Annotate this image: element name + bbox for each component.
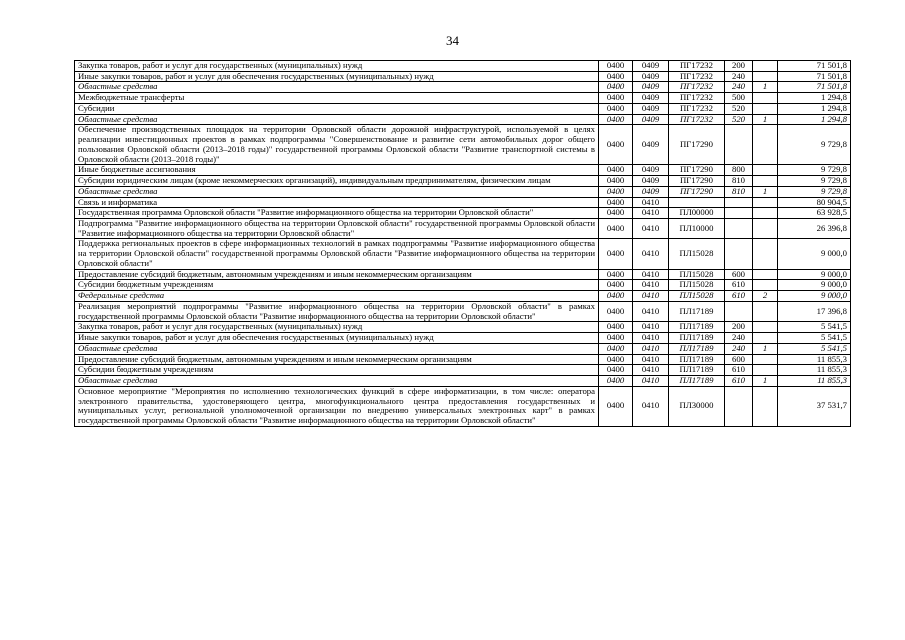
funding-source-cell (753, 269, 778, 280)
section-code-cell: 0400 (599, 61, 633, 72)
funding-source-cell (753, 301, 778, 321)
table-row (75, 386, 851, 426)
target-article-cell: ПЛ17189 (669, 343, 725, 354)
expense-type-cell (725, 125, 753, 165)
table-row (75, 376, 851, 387)
section-code-cell: 0400 (599, 82, 633, 93)
subsection-code-cell: 0409 (633, 103, 669, 114)
expense-type-cell: 610 (725, 376, 753, 387)
section-code-cell: 0400 (599, 239, 633, 269)
subsection-code-cell: 0410 (633, 322, 669, 333)
subsection-code-cell: 0409 (633, 61, 669, 72)
table-row (75, 239, 851, 269)
target-article-cell: ПГ17290 (669, 125, 725, 165)
amount-cell: 1 294,8 (778, 103, 851, 114)
amount-cell: 71 501,8 (778, 61, 851, 72)
table-row (75, 71, 851, 82)
expense-name-cell: Подпрограмма "Развитие информационного общества на территории Орловской области" государственной программы Орловской области "Развитие информационного общества на территории Орловской области" (75, 219, 599, 239)
funding-source-cell (753, 71, 778, 82)
expense-type-cell: 200 (725, 61, 753, 72)
target-article-cell: ПГ17232 (669, 61, 725, 72)
expense-name-cell: Областные средства (75, 114, 599, 125)
subsection-code-cell: 0410 (633, 219, 669, 239)
page-number: 34 (446, 33, 459, 48)
target-article-cell: ПГ17232 (669, 71, 725, 82)
section-code-cell: 0400 (599, 322, 633, 333)
funding-source-cell (753, 322, 778, 333)
amount-cell: 80 904,5 (778, 197, 851, 208)
subsection-code-cell: 0410 (633, 354, 669, 365)
subsection-code-cell: 0409 (633, 186, 669, 197)
section-code-cell: 0400 (599, 219, 633, 239)
table-row (75, 280, 851, 291)
budget-table-body (75, 61, 851, 427)
table-row (75, 186, 851, 197)
target-article-cell: ПЛ17189 (669, 376, 725, 387)
table-row (75, 365, 851, 376)
subsection-code-cell: 0410 (633, 269, 669, 280)
section-code-cell: 0400 (599, 114, 633, 125)
funding-source-cell (753, 125, 778, 165)
expense-name-cell: Областные средства (75, 376, 599, 387)
expense-type-cell (725, 239, 753, 269)
target-article-cell: ПГ17290 (669, 176, 725, 187)
expense-type-cell: 810 (725, 186, 753, 197)
amount-cell: 11 855,3 (778, 354, 851, 365)
amount-cell: 11 855,3 (778, 365, 851, 376)
target-article-cell: ПГ17232 (669, 82, 725, 93)
section-code-cell: 0400 (599, 269, 633, 280)
expense-type-cell: 500 (725, 93, 753, 104)
funding-source-cell (753, 197, 778, 208)
funding-source-cell (753, 93, 778, 104)
table-row (75, 165, 851, 176)
expense-name-cell: Основное мероприятие "Мероприятия по исполнению технологических функций в сфере информатизации, в том числе: оператора электронного правительства, удостоверяющего центра, многофункционального центра предоставления государственных и муниципальных услуг, региональной уполномоченной организации по внедрению универсальных электронных карт" в рамках государственной программы Орловской области "Развитие информационного общества на территории Орловской области" (75, 386, 599, 426)
target-article-cell: ПГ17232 (669, 103, 725, 114)
funding-source-cell (753, 165, 778, 176)
subsection-code-cell: 0410 (633, 386, 669, 426)
subsection-code-cell: 0409 (633, 125, 669, 165)
expense-name-cell: Субсидии (75, 103, 599, 114)
funding-source-cell (753, 176, 778, 187)
expense-name-cell: Иные бюджетные ассигнования (75, 165, 599, 176)
amount-cell: 71 501,8 (778, 82, 851, 93)
funding-source-cell: 1 (753, 114, 778, 125)
amount-cell: 11 855,3 (778, 376, 851, 387)
expense-name-cell: Иные закупки товаров, работ и услуг для обеспечения государственных (муниципальных) нужд (75, 71, 599, 82)
expense-name-cell: Межбюджетные трансферты (75, 93, 599, 104)
subsection-code-cell: 0409 (633, 114, 669, 125)
subsection-code-cell: 0410 (633, 376, 669, 387)
amount-cell: 9 000,0 (778, 291, 851, 302)
section-code-cell: 0400 (599, 280, 633, 291)
expense-name-cell: Предоставление субсидий бюджетным, автономным учреждениям и иным некоммерческим организациям (75, 354, 599, 365)
table-row (75, 61, 851, 72)
target-article-cell: ПЛ17189 (669, 354, 725, 365)
subsection-code-cell: 0409 (633, 82, 669, 93)
amount-cell: 5 541,5 (778, 322, 851, 333)
target-article-cell: ПГ17290 (669, 165, 725, 176)
amount-cell: 5 541,5 (778, 343, 851, 354)
subsection-code-cell: 0410 (633, 280, 669, 291)
expense-name-cell: Связь и информатика (75, 197, 599, 208)
expense-name-cell: Субсидии бюджетным учреждениям (75, 365, 599, 376)
amount-cell: 63 928,5 (778, 208, 851, 219)
section-code-cell: 0400 (599, 71, 633, 82)
table-row (75, 82, 851, 93)
table-row (75, 291, 851, 302)
target-article-cell: ПЛ00000 (669, 208, 725, 219)
funding-source-cell: 1 (753, 186, 778, 197)
funding-source-cell (753, 365, 778, 376)
section-code-cell: 0400 (599, 376, 633, 387)
table-row (75, 208, 851, 219)
expense-type-cell: 240 (725, 343, 753, 354)
amount-cell: 9 000,0 (778, 269, 851, 280)
subsection-code-cell: 0409 (633, 71, 669, 82)
table-row (75, 125, 851, 165)
amount-cell: 37 531,7 (778, 386, 851, 426)
expense-type-cell (725, 197, 753, 208)
expense-name-cell: Областные средства (75, 343, 599, 354)
target-article-cell: ПГ17290 (669, 186, 725, 197)
expense-name-cell: Закупка товаров, работ и услуг для государственных (муниципальных) нужд (75, 61, 599, 72)
subsection-code-cell: 0409 (633, 176, 669, 187)
expense-type-cell (725, 301, 753, 321)
expense-type-cell: 520 (725, 103, 753, 114)
amount-cell: 9 729,8 (778, 165, 851, 176)
expense-type-cell: 240 (725, 333, 753, 344)
expense-name-cell: Федеральные средства (75, 291, 599, 302)
funding-source-cell (753, 354, 778, 365)
expense-type-cell: 200 (725, 322, 753, 333)
target-article-cell: ПЛ17189 (669, 365, 725, 376)
budget-table (74, 60, 851, 427)
expense-type-cell: 240 (725, 71, 753, 82)
funding-source-cell: 2 (753, 291, 778, 302)
funding-source-cell: 1 (753, 343, 778, 354)
section-code-cell: 0400 (599, 301, 633, 321)
target-article-cell: ПГ17232 (669, 114, 725, 125)
subsection-code-cell: 0410 (633, 197, 669, 208)
expense-name-cell: Областные средства (75, 186, 599, 197)
section-code-cell: 0400 (599, 208, 633, 219)
subsection-code-cell: 0410 (633, 365, 669, 376)
expense-type-cell: 800 (725, 165, 753, 176)
amount-cell: 9 000,0 (778, 239, 851, 269)
funding-source-cell: 1 (753, 82, 778, 93)
expense-type-cell: 240 (725, 82, 753, 93)
funding-source-cell: 1 (753, 376, 778, 387)
target-article-cell: ПЛ15028 (669, 269, 725, 280)
funding-source-cell (753, 61, 778, 72)
section-code-cell: 0400 (599, 343, 633, 354)
section-code-cell: 0400 (599, 354, 633, 365)
funding-source-cell (753, 219, 778, 239)
section-code-cell: 0400 (599, 165, 633, 176)
subsection-code-cell: 0410 (633, 343, 669, 354)
expense-name-cell: Обеспечение производственных площадок на территории Орловской области дорожной инфраструктурой, используемой в целях реализации инвестиционных проектов в рамках подпрограммы "Совершенствование и развитие сети автомобильных дорог общего пользования Орловской области (2013–2018 годы)" государственной программы Орловской области "Развитие транспортной системы в Орловской области (2013–2018 годы)" (75, 125, 599, 165)
target-article-cell: ПЛ15028 (669, 239, 725, 269)
expense-name-cell: Реализация мероприятий подпрограммы "Развитие информационного общества на территории Орловской области" в рамках государственной программы Орловской области "Развитие информационного общества на территории Орловской области" (75, 301, 599, 321)
target-article-cell: ПЛ15028 (669, 280, 725, 291)
target-article-cell: ПЛ30000 (669, 386, 725, 426)
funding-source-cell (753, 208, 778, 219)
expense-type-cell: 520 (725, 114, 753, 125)
subsection-code-cell: 0410 (633, 239, 669, 269)
expense-type-cell (725, 386, 753, 426)
expense-type-cell: 600 (725, 269, 753, 280)
amount-cell: 9 000,0 (778, 280, 851, 291)
table-row (75, 93, 851, 104)
subsection-code-cell: 0409 (633, 93, 669, 104)
section-code-cell: 0400 (599, 333, 633, 344)
funding-source-cell (753, 333, 778, 344)
table-row (75, 197, 851, 208)
subsection-code-cell: 0410 (633, 301, 669, 321)
section-code-cell: 0400 (599, 197, 633, 208)
subsection-code-cell: 0410 (633, 291, 669, 302)
expense-type-cell: 600 (725, 354, 753, 365)
table-row (75, 219, 851, 239)
expense-type-cell: 610 (725, 365, 753, 376)
expense-type-cell: 810 (725, 176, 753, 187)
expense-name-cell: Субсидии юридическим лицам (кроме некоммерческих организаций), индивидуальным предпринимателям, физическим лицам (75, 176, 599, 187)
subsection-code-cell: 0409 (633, 165, 669, 176)
subsection-code-cell: 0410 (633, 208, 669, 219)
section-code-cell: 0400 (599, 125, 633, 165)
expense-name-cell: Иные закупки товаров, работ и услуг для обеспечения государственных (муниципальных) нужд (75, 333, 599, 344)
funding-source-cell (753, 239, 778, 269)
table-row (75, 301, 851, 321)
amount-cell: 17 396,8 (778, 301, 851, 321)
target-article-cell: ПЛ17189 (669, 322, 725, 333)
amount-cell: 9 729,8 (778, 176, 851, 187)
funding-source-cell (753, 386, 778, 426)
section-code-cell: 0400 (599, 93, 633, 104)
table-row (75, 269, 851, 280)
expense-type-cell (725, 219, 753, 239)
table-row (75, 333, 851, 344)
amount-cell: 1 294,8 (778, 114, 851, 125)
table-row (75, 354, 851, 365)
expense-name-cell: Поддержка региональных проектов в сфере информационных технологий в рамках подпрограммы "Развитие информационного общества на территории Орловской области" государственной программы Орловской области "Развитие информационного общества на территории Орловской области" (75, 239, 599, 269)
section-code-cell: 0400 (599, 186, 633, 197)
target-article-cell: ПГ17232 (669, 93, 725, 104)
section-code-cell: 0400 (599, 291, 633, 302)
expense-type-cell (725, 208, 753, 219)
section-code-cell: 0400 (599, 176, 633, 187)
expense-name-cell: Субсидии бюджетным учреждениям (75, 280, 599, 291)
section-code-cell: 0400 (599, 103, 633, 114)
table-row (75, 103, 851, 114)
table-row (75, 343, 851, 354)
section-code-cell: 0400 (599, 386, 633, 426)
target-article-cell: ПЛ17189 (669, 333, 725, 344)
funding-source-cell (753, 103, 778, 114)
amount-cell: 71 501,8 (778, 71, 851, 82)
subsection-code-cell: 0410 (633, 333, 669, 344)
section-code-cell: 0400 (599, 365, 633, 376)
funding-source-cell (753, 280, 778, 291)
table-row (75, 176, 851, 187)
target-article-cell: ПЛ17189 (669, 301, 725, 321)
amount-cell: 1 294,8 (778, 93, 851, 104)
amount-cell: 26 396,8 (778, 219, 851, 239)
amount-cell: 9 729,8 (778, 186, 851, 197)
table-row (75, 114, 851, 125)
expense-type-cell: 610 (725, 291, 753, 302)
expense-type-cell: 610 (725, 280, 753, 291)
amount-cell: 5 541,5 (778, 333, 851, 344)
target-article-cell: ПЛ10000 (669, 219, 725, 239)
amount-cell: 9 729,8 (778, 125, 851, 165)
expense-name-cell: Областные средства (75, 82, 599, 93)
target-article-cell (669, 197, 725, 208)
expense-name-cell: Предоставление субсидий бюджетным, автономным учреждениям и иным некоммерческим организациям (75, 269, 599, 280)
target-article-cell: ПЛ15028 (669, 291, 725, 302)
table-row (75, 322, 851, 333)
expense-name-cell: Закупка товаров, работ и услуг для государственных (муниципальных) нужд (75, 322, 599, 333)
expense-name-cell: Государственная программа Орловской области "Развитие информационного общества на территории Орловской области" (75, 208, 599, 219)
